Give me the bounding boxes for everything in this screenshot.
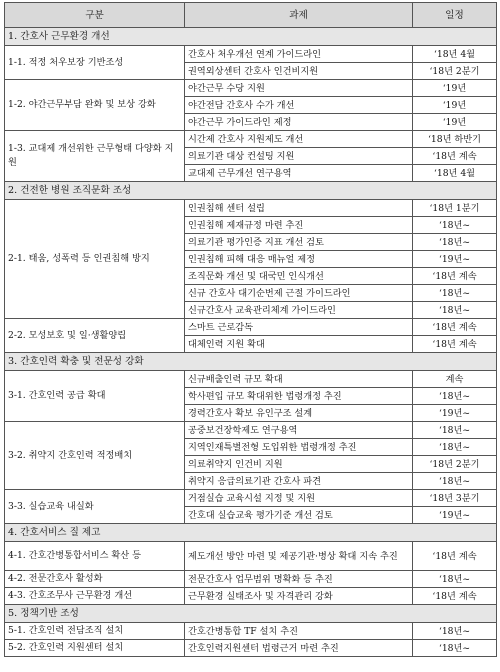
table-row (5, 80, 497, 97)
task-cell: 근무환경 실태조사 및 자격관리 강화 (185, 588, 413, 605)
task-cell: 경력간호사 확보 유인구조 설계 (185, 405, 413, 422)
table-row (5, 490, 497, 507)
schedule-cell: ‘18년 4월 (413, 46, 497, 63)
section-title: 2. 건전한 병원 조직문화 조성 (5, 182, 497, 200)
task-cell: 신규 간호사 대기순번제 근절 가이드라인 (185, 285, 413, 302)
task-cell: 공중보건장학제도 연구용역 (185, 422, 413, 439)
group-label: 1-3. 교대제 개선위한 근무형태 다양화 지원 (5, 131, 185, 182)
task-cell: 취약지 응급의료기관 간호사 파견 (185, 473, 413, 490)
task-cell: 신규배출인력 규모 확대 (185, 371, 413, 388)
table-row (5, 623, 497, 640)
group-label: 1-2. 야간근무부담 완화 및 보상 강화 (5, 80, 185, 131)
task-cell: 전문간호사 업무범위 명확화 등 추진 (185, 571, 413, 588)
task-cell: 조직문화 개선 및 대국민 인식개선 (185, 268, 413, 285)
task-cell: 인권침해 센터 설립 (185, 200, 413, 217)
task-cell: 인권침해 제재규정 마련 추진 (185, 217, 413, 234)
section-row (5, 182, 497, 200)
table-row (5, 640, 497, 657)
table-row (5, 46, 497, 63)
plan-body (5, 28, 497, 657)
task-cell: 야간전담 간호사 수가 개선 (185, 97, 413, 114)
task-cell: 교대제 근무개선 연구용역 (185, 165, 413, 182)
task-cell: 인권침해 피해 대응 매뉴얼 제정 (185, 251, 413, 268)
schedule-cell: ‘18년 4월 (413, 165, 497, 182)
schedule-cell: ‘18년~ (413, 302, 497, 319)
table-row (5, 131, 497, 148)
header-task: 과제 (185, 3, 413, 28)
schedule-cell: ‘19년~ (413, 405, 497, 422)
schedule-cell: ‘18년~ (413, 640, 497, 657)
group-label: 3-3. 실습교육 내실화 (5, 490, 185, 524)
plan-table (4, 2, 497, 657)
group-label: 2-1. 태움, 성폭력 등 인권침해 방지 (5, 200, 185, 319)
task-cell: 야간근무 수당 지원 (185, 80, 413, 97)
group-label: 4-3. 간호조무사 근무환경 개선 (5, 588, 185, 605)
group-label: 3-1. 간호인력 공급 확대 (5, 371, 185, 422)
section-row (5, 524, 497, 542)
task-cell: 학사편입 규모 확대위한 법령개정 추진 (185, 388, 413, 405)
section-title: 5. 정책기반 조성 (5, 605, 497, 623)
table-row (5, 588, 497, 605)
task-cell: 간호간병통합 TF 설치 추진 (185, 623, 413, 640)
task-cell: 의료기관 평가인증 지표 개선 검토 (185, 234, 413, 251)
schedule-cell: ‘18년 계속 (413, 588, 497, 605)
table-row (5, 319, 497, 336)
task-cell: 신규간호사 교육관리체계 가이드라인 (185, 302, 413, 319)
section-title: 4. 간호서비스 질 제고 (5, 524, 497, 542)
schedule-cell: ‘18년 계속 (413, 319, 497, 336)
schedule-cell: ‘18년 계속 (413, 268, 497, 285)
task-cell: 지역인재특별전형 도입위한 법령개정 추진 (185, 439, 413, 456)
task-cell: 의료취약지 인건비 지원 (185, 456, 413, 473)
schedule-cell: ‘18년~ (413, 473, 497, 490)
task-cell: 제도개선 방안 마련 및 제공기관·병상 확대 지속 추진 (185, 542, 413, 571)
section-row (5, 605, 497, 623)
schedule-cell: ‘19년 (413, 114, 497, 131)
task-cell: 거점실습 교육시설 지정 및 지원 (185, 490, 413, 507)
group-label: 5-2. 간호인력 지원센터 설치 (5, 640, 185, 657)
task-cell: 대체인력 지원 확대 (185, 336, 413, 353)
task-cell: 간호대 실습교육 평가기준 개선 검토 (185, 507, 413, 524)
task-cell: 야간근무 가이드라인 제정 (185, 114, 413, 131)
schedule-cell: ‘19년 (413, 97, 497, 114)
table-row (5, 371, 497, 388)
schedule-cell: ‘18년 하반기 (413, 131, 497, 148)
header-row (5, 3, 497, 28)
table-row (5, 571, 497, 588)
group-label: 4-2. 전문간호사 활성화 (5, 571, 185, 588)
section-row (5, 353, 497, 371)
section-title: 1. 간호사 근무환경 개선 (5, 28, 497, 46)
schedule-cell: ‘19년 (413, 80, 497, 97)
schedule-cell: ‘18년 계속 (413, 542, 497, 571)
schedule-cell: ‘18년~ (413, 234, 497, 251)
section-title: 3. 간호인력 확충 및 전문성 강화 (5, 353, 497, 371)
task-cell: 의료기관 대상 컨설팅 지원 (185, 148, 413, 165)
group-label: 2-2. 모성보호 및 일·생활양립 (5, 319, 185, 353)
schedule-cell: ‘18년~ (413, 285, 497, 302)
header-schedule: 일정 (413, 3, 497, 28)
schedule-cell: ‘18년 계속 (413, 336, 497, 353)
schedule-cell: ‘18년 2분기 (413, 63, 497, 80)
table-row (5, 422, 497, 439)
schedule-cell: ‘18년 1분기 (413, 200, 497, 217)
task-cell: 간호사 처우개선 연계 가이드라인 (185, 46, 413, 63)
schedule-cell: ‘19년~ (413, 251, 497, 268)
task-cell: 권역외상센터 간호사 인건비지원 (185, 63, 413, 80)
group-label: 1-1. 적정 처우보장 기반조성 (5, 46, 185, 80)
schedule-cell: ‘19년~ (413, 507, 497, 524)
table-row (5, 542, 497, 571)
schedule-cell: ‘18년 3분기 (413, 490, 497, 507)
table-row (5, 200, 497, 217)
group-label: 3-2. 취약지 간호인력 적정배치 (5, 422, 185, 490)
schedule-cell: ‘18년~ (413, 571, 497, 588)
schedule-cell: ‘18년 계속 (413, 148, 497, 165)
task-cell: 시간제 간호사 지원제도 개선 (185, 131, 413, 148)
group-label: 5-1. 간호인력 전담조직 설치 (5, 623, 185, 640)
schedule-cell: ‘18년 2분기 (413, 456, 497, 473)
section-row (5, 28, 497, 46)
schedule-cell: ‘18년~ (413, 439, 497, 456)
task-cell: 간호인력지원센터 법령근거 마련 추진 (185, 640, 413, 657)
schedule-cell: 계속 (413, 371, 497, 388)
schedule-cell: ‘18년~ (413, 623, 497, 640)
schedule-cell: ‘18년~ (413, 217, 497, 234)
task-cell: 스마트 근로감독 (185, 319, 413, 336)
schedule-cell: ‘18년~ (413, 422, 497, 439)
group-label: 4-1. 간호간병통합서비스 확산 등 (5, 542, 185, 571)
header-category: 구분 (5, 3, 185, 28)
schedule-cell: ‘18년~ (413, 388, 497, 405)
